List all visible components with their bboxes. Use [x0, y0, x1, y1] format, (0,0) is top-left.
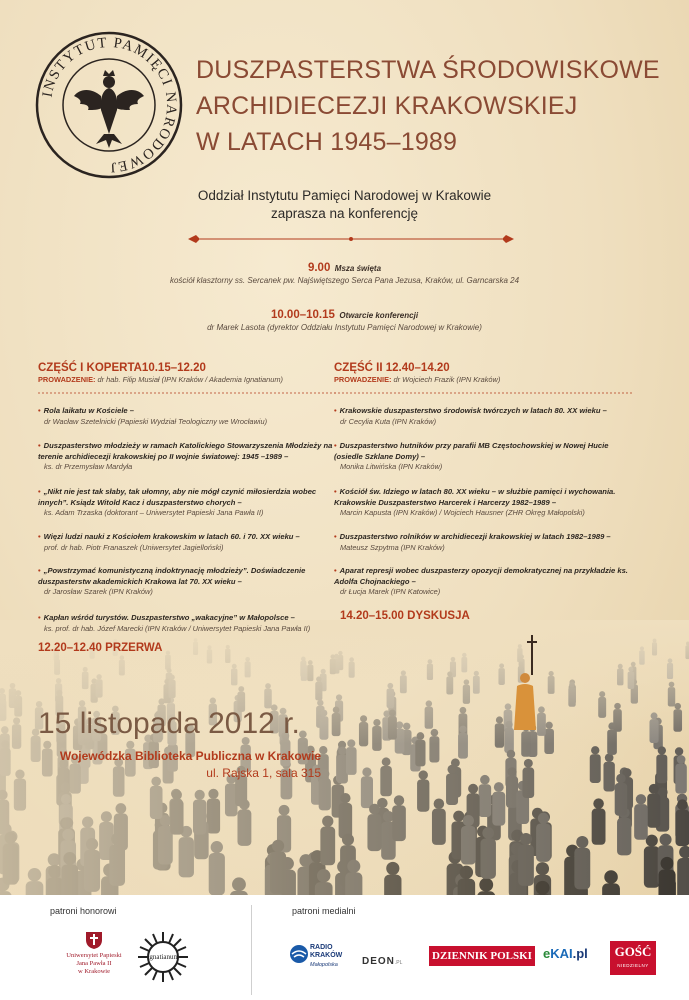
event-address: ul. Rajska 1, sala 315 [206, 766, 321, 780]
svg-text:INSTYTUT PAMIĘCI NARODOWEJ: INSTYTUT PAMIĘCI NARODOWEJ [39, 34, 180, 176]
talk-item: • „Powstrzymać komunistyczną indoktrynację młodzieży”. Doświadczenie duszpasterstw akademickich Krakowa lat 70. XX wieku – dr Jarosław Szarek (IPN Kraków) [38, 566, 306, 596]
title-line-2: ARCHIDIECEZJI KRAKOWSKIEJ [196, 92, 578, 120]
discussion-time: 14.20–15.00 DYSKUSJA [340, 610, 470, 622]
radio-globe-icon [289, 944, 309, 964]
event-date: 15 listopada 2012 r. [38, 707, 300, 740]
procession-cross-icon [524, 635, 540, 675]
ignatianum-logo: Ignatianum [136, 930, 190, 984]
opening-time: 10.00–10.15 [270, 309, 335, 321]
title-line-1: DUSZPASTERSTWA ŚRODOWISKOWE [196, 56, 660, 84]
part-2-lead-person: dr Wojciech Frazik (IPN Kraków) [393, 375, 501, 384]
deon-logo: DEON.PL [362, 956, 403, 967]
part-1-rule [38, 392, 338, 394]
bullet-icon: • [38, 532, 41, 541]
priest-figure-icon [512, 672, 538, 730]
part-2-lead [334, 375, 634, 384]
talk-item: • Duszpasterstwo młodzieży w ramach Katolickiego Stowarzyszenia Młodzieży na terenie archidiecezji krakowskiej po II wojnie światowej: 1945 –1989 – ks. dr Przemysław Mardyła [38, 441, 333, 471]
bullet-icon: • [334, 406, 337, 415]
ekai-logo: eKAI.pl [543, 946, 588, 961]
bullet-icon: • [334, 532, 337, 541]
eagle-icon [74, 70, 144, 148]
bullet-icon: • [38, 613, 41, 622]
footer-divider [251, 905, 252, 995]
opening-label: Otwarcie konferencji [339, 311, 419, 320]
mass-time: 9.00 [307, 262, 331, 274]
talk-item: • Kapłan wśród turystów. Duszpasterstwo „wakacyjne” w Małopolsce – ks. prof. dr hab. Józef Marecki (IPN Kraków / Uniwersytet Papieski Jana Pawła II) [38, 613, 311, 633]
bullet-icon: • [38, 487, 41, 496]
part-1-lead-label: PROWADZENIE: [38, 375, 96, 384]
opening-speaker: dr Marek Lasota (dyrektor Oddziału Instytutu Pamięci Narodowej w Krakowie) [207, 323, 482, 332]
bullet-icon: • [38, 406, 41, 415]
invite-line-2: zaprasza na konferencję [270, 206, 419, 221]
talk-item: • Kościół św. Idziego w latach 80. XX wieku – w służbie pamięci i wychowania. Krakowskie Duszpasterstwo Harcerek i Harcerzy 1982–1989 – Marcin Kapusta (IPN Kraków) / Wojciech Hausner (ZHR Okręg Małopolski) [334, 487, 616, 517]
talk-item: • Więzi ludzi nauki z Kościołem krakowskim w latach 60. i 70. XX wieku – prof. dr hab. Piotr Franaszek (Uniwersytet Jagielloński) [38, 532, 300, 552]
part-2-heading: CZĘŚĆ II 12.40–14.20 [334, 362, 450, 374]
talk-item: • „Nikt nie jest tak słaby, tak ułomny, aby nie mógł czynić miłosierdzia wobec innych”. Ksiądz Witold Kacz i duszpasterstwo chorych – ks. Adam Trzaska (doktorant – Uniwersytet Papieski Jana Pawła II) [38, 487, 317, 517]
break-time: 12.20–12.40 PRZERWA [38, 642, 163, 654]
bullet-icon: • [334, 441, 337, 450]
bullet-icon: • [334, 566, 337, 575]
talk-item: • Aparat represji wobec duszpasterzy opozycji demokratycznej na przykładzie ks. Adolfa Chojnackiego – dr Łucja Marek (IPN Katowice) [334, 566, 628, 596]
part-1-lead-person: dr hab. Filip Musiał (IPN Kraków / Akademia Ignatianum) [97, 375, 283, 384]
coat-of-arms-icon [84, 930, 104, 950]
bullet-icon: • [38, 441, 41, 450]
part-1-lead [38, 375, 338, 384]
part-2-column [334, 362, 634, 596]
dziennik-polski-logo: DZIENNIK POLSKI [429, 946, 535, 966]
bullet-icon: • [38, 566, 41, 575]
media-patrons-label: patroni medialni [292, 906, 356, 916]
title-line-3: W LATACH 1945–1989 [196, 128, 458, 156]
mass-label: Msza święta [334, 264, 382, 273]
part-1-heading: CZĘŚĆ I KOPERTA10.15–12.20 [38, 362, 206, 374]
invite-line-1: Oddział Instytutu Pamięci Narodowej w Krakowie [197, 188, 492, 203]
talk-item: • Rola laikatu w Kościele – dr Wacław Szetelnicki (Papieski Wydział Teologiczny we Wrocławiu) [38, 406, 268, 426]
radio-krakow-logo: RADIO KRAKÓW Małopolska [289, 942, 345, 978]
part-1-column [38, 362, 338, 633]
talk-item: • Duszpasterstwo rolników w archidiecezji krakowskiej w latach 1982–1989 – Mateusz Szpytma (IPN Kraków) [334, 532, 611, 552]
honorary-patrons-label: patroni honorowi [50, 906, 117, 916]
event-venue: Wojewódzka Biblioteka Publiczna w Krakowie [59, 749, 321, 763]
talk-item: • Duszpasterstwo hutników przy parafii MB Częstochowskiej w Nowej Hucie (osiedle Szklane Domy) – Monika Litwińska (IPN Kraków) [334, 441, 609, 471]
opening-time-row [0, 305, 689, 323]
ipn-seal-logo [34, 30, 184, 180]
talk-item: • Krakowskie duszpasterstwo środowisk twórczych w latach 80. XX wieku – dr Cecylia Kuta (IPN Kraków) [334, 406, 607, 426]
upjp2-logo: Uniwersytet Papieski Jana Pawła II w Krakowie [58, 930, 130, 992]
mass-time-row [0, 258, 689, 276]
part-2-lead-label: PROWADZENIE: [334, 375, 392, 384]
ornament-divider [186, 232, 516, 246]
part-2-rule [334, 392, 634, 394]
gosc-niedzielny-logo: GOŚĆ NIEDZIELNY [610, 941, 656, 975]
bullet-icon: • [334, 487, 337, 496]
mass-location: kościół klasztorny ss. Sercanek pw. Najświętszego Serca Pana Jezusa, Kraków, ul. Garncarska 24 [169, 276, 520, 285]
